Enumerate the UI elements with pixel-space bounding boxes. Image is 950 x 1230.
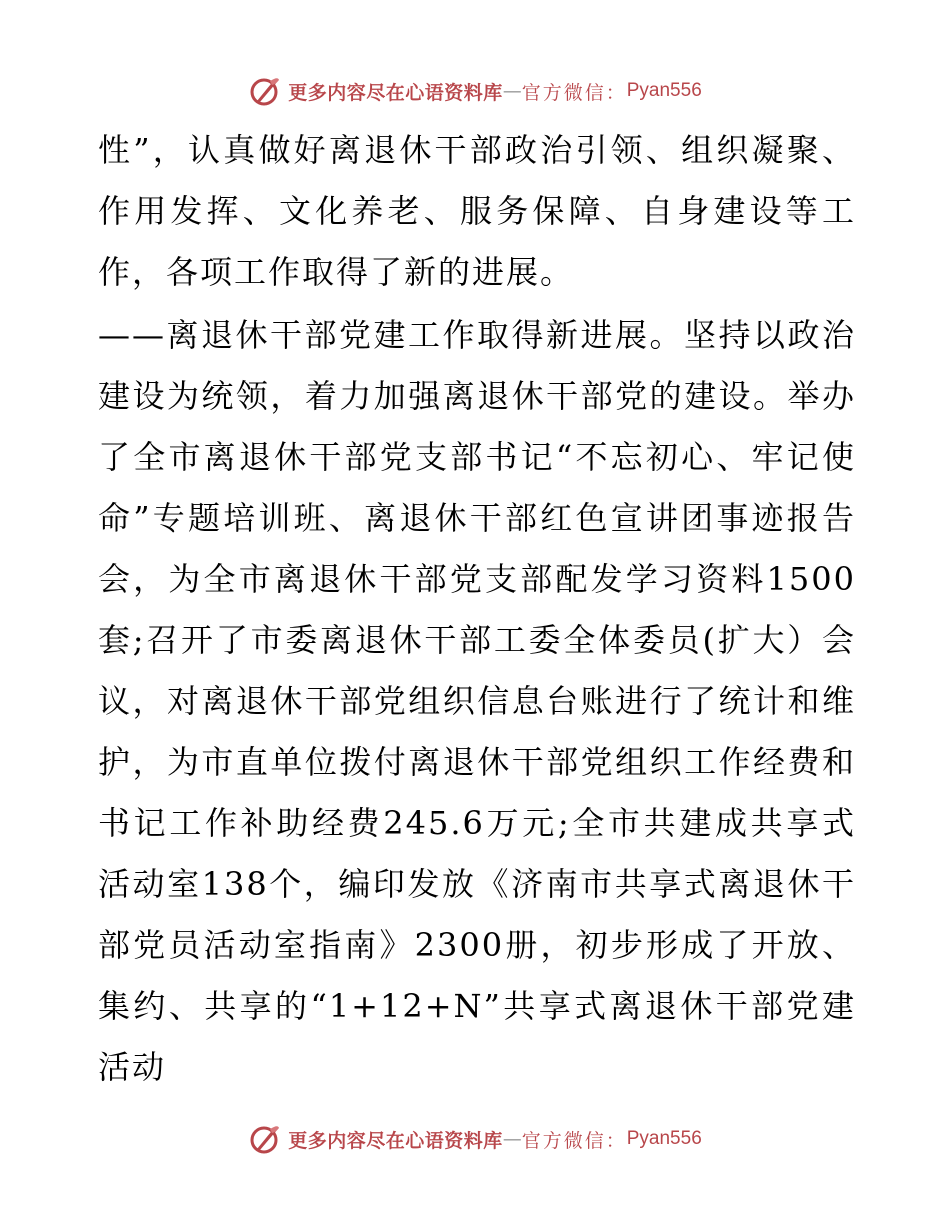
- watermark-separator: —: [502, 80, 522, 102]
- paragraph-party-building: ——离退休干部党建工作取得新进展。坚持以政治建设为统领，着力加强离退休干部党的建设。举办了全市离退休干部党支部书记“不忘初心、牢记使命”专题培训班、离退休干部红色宣讲团事迹报告会，为全市离退休干部党支部配发学习资料1500套;召开了市委离退休干部工委全体委员(扩大）会议，对离退休干部党组织信息台账进行了统计和维护，为市直单位拨付离退休干部党组织工作经费和书记工作补助经费245.6万元;全市共建成共享式活动室138个，编印发放《济南市共享式离退休干部党员活动室指南》2300册，初步形成了开放、集约、共享的“1+12+N”共享式离退休干部党建活动: [98, 316, 856, 1086]
- feather-pen-logo-icon: [248, 1122, 282, 1156]
- header-watermark: [0, 73, 950, 109]
- feather-pen-logo-icon: [248, 74, 282, 108]
- watermark-label: 官方微信：: [521, 1129, 627, 1152]
- watermark-text: [288, 78, 702, 105]
- document-body: [98, 120, 856, 1098]
- watermark-brand: 更多内容尽在心语资料库: [288, 81, 503, 104]
- watermark-wechat-id: Pyan556: [626, 80, 702, 101]
- watermark-brand: 更多内容尽在心语资料库: [288, 1129, 503, 1152]
- watermark-label: 官方微信：: [521, 81, 627, 104]
- watermark-wechat-id: Pyan556: [626, 1128, 702, 1149]
- paragraph-continuation: 性”，认真做好离退休干部政治引领、组织凝聚、作用发挥、文化养老、服务保障、自身建设等工作，各项工作取得了新的进展。: [98, 131, 856, 291]
- watermark-separator: —: [502, 1128, 522, 1150]
- watermark-text: [288, 1126, 702, 1153]
- footer-watermark: [0, 1121, 950, 1157]
